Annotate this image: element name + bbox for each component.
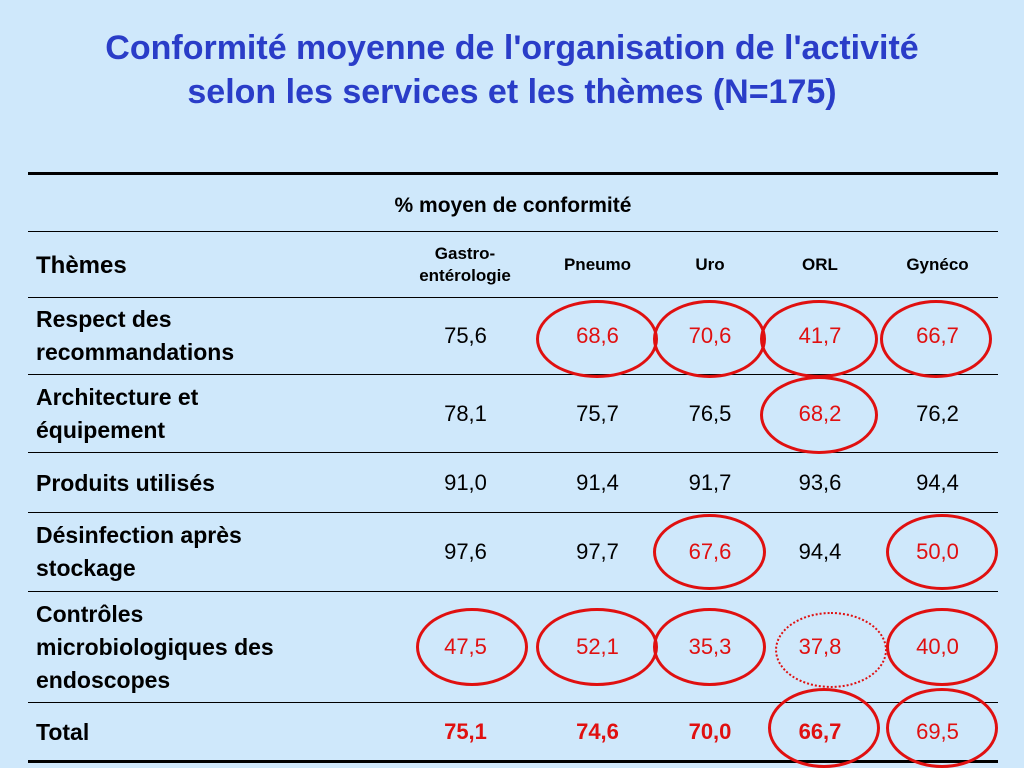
rule	[28, 374, 998, 375]
table-caption: % moyen de conformité	[394, 194, 632, 217]
value-cell: 91,0	[444, 470, 487, 495]
value-cell: 52,1	[576, 634, 619, 659]
rule	[28, 702, 998, 703]
theme-line: stockage	[36, 555, 136, 581]
theme-line: Désinfection après	[36, 522, 242, 548]
rule	[28, 231, 998, 232]
theme-line: Contrôles	[36, 600, 144, 627]
value-cell: 66,7	[798, 719, 842, 744]
value-cell: 35,3	[688, 634, 732, 659]
rule	[28, 512, 998, 513]
value-cell: 97,6	[444, 539, 487, 564]
rule	[28, 297, 998, 298]
theme-line: Architecture et	[36, 384, 199, 410]
value-cell: 41,7	[798, 323, 842, 348]
value-cell: 74,6	[576, 719, 619, 744]
theme-line: équipement	[36, 417, 166, 443]
row-theme-controles	[36, 593, 366, 701]
value-cell: 76,5	[688, 401, 732, 426]
value-cell: 47,5	[444, 634, 487, 659]
rule	[28, 452, 998, 453]
row-theme-desinfection	[36, 514, 366, 590]
col-header-gastro-line1: Gastro-	[434, 244, 496, 263]
value-cell: 37,8	[798, 634, 842, 659]
row-theme-total: Total	[36, 718, 90, 745]
value-cell: 70,0	[688, 719, 732, 744]
col-header-gastro-line2: entérologie	[419, 266, 511, 285]
theme-line: microbiologiques des	[36, 633, 274, 660]
col-header-gastro	[400, 233, 530, 297]
themes-header: Thèmes	[36, 251, 127, 279]
col-header-pneumo: Pneumo	[563, 255, 632, 274]
value-cell: 75,1	[444, 719, 487, 744]
value-cell: 78,1	[444, 401, 487, 426]
value-cell: 68,6	[576, 323, 619, 348]
value-cell: 40,0	[916, 634, 959, 659]
col-header-gyneco: Gynéco	[906, 255, 969, 274]
value-cell: 75,7	[576, 401, 619, 426]
value-cell: 94,4	[916, 470, 959, 495]
value-cell: 93,6	[798, 470, 842, 495]
value-cell: 69,5	[916, 719, 959, 744]
theme-line: Respect des	[36, 306, 172, 332]
value-cell: 75,6	[444, 323, 487, 348]
value-cell: 97,7	[576, 539, 619, 564]
table-bottom-rule	[28, 760, 998, 763]
row-theme-respect	[36, 299, 366, 373]
slide-title	[0, 26, 1024, 114]
value-cell: 91,4	[576, 470, 619, 495]
row-theme-produits: Produits utilisés	[36, 469, 215, 496]
rule	[28, 591, 998, 592]
value-cell: 76,2	[916, 401, 959, 426]
col-header-orl: ORL	[802, 255, 838, 274]
title-line-1: Conformité moyenne de l'organisation de l'activité	[105, 29, 919, 67]
value-cell: 94,4	[798, 539, 842, 564]
theme-line: recommandations	[36, 339, 235, 365]
value-cell: 91,7	[688, 470, 732, 495]
value-cell: 67,6	[688, 539, 732, 564]
row-theme-architecture	[36, 376, 366, 452]
value-cell: 50,0	[916, 539, 959, 564]
col-header-uro: Uro	[695, 255, 725, 274]
table-top-rule	[28, 172, 998, 175]
title-line-2: selon les services et les thèmes (N=175)	[187, 73, 837, 111]
value-cell: 70,6	[688, 323, 732, 348]
value-cell: 66,7	[916, 323, 959, 348]
value-cell: 68,2	[798, 401, 842, 426]
theme-line: endoscopes	[36, 666, 171, 693]
